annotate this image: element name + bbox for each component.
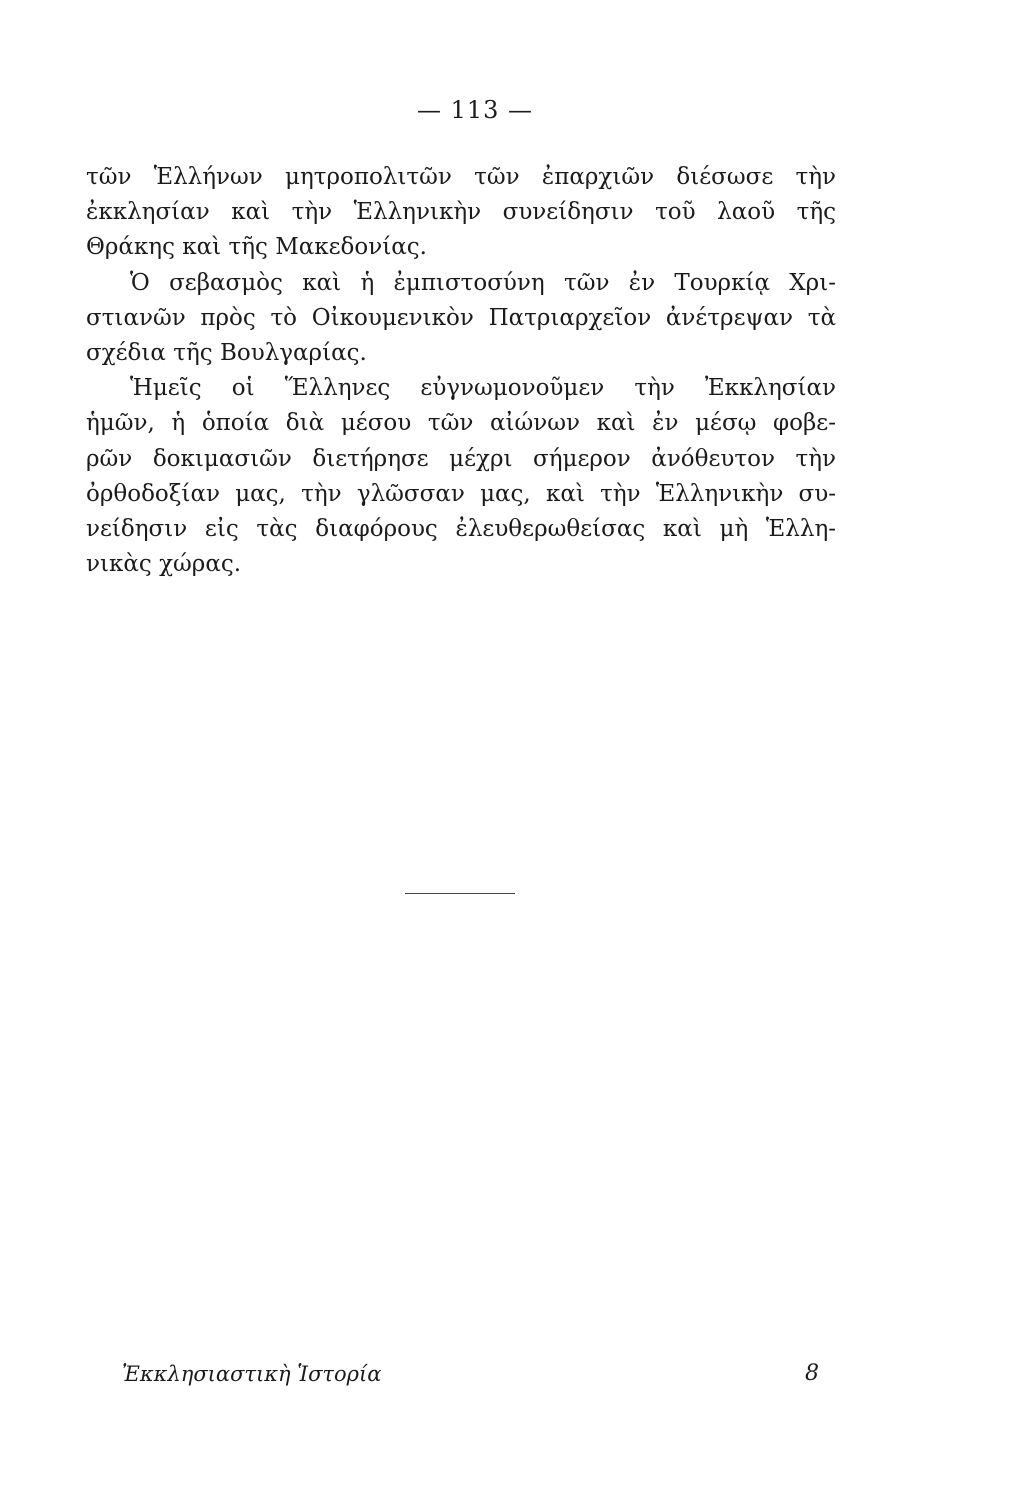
text-line: Θράκης καὶ τῆς Μακεδονίας.: [86, 234, 427, 261]
paragraph: [86, 160, 836, 266]
text-line: νείδησιν εἰς τὰς διαφόρους ἐλευθερωθείσας καὶ μὴ Ἑλλη-: [86, 515, 836, 542]
footer-book-title: Ἐκκλησιαστικὴ Ἱστορία: [122, 1362, 382, 1386]
paragraph: [86, 266, 836, 372]
page-number: — 113 —: [416, 96, 534, 124]
body-text: [86, 160, 836, 582]
text-line: στιανῶν πρὸς τὸ Οἰκουμενικὸν Πατριαρχεῖον ἀνέτρεψαν τὰ: [86, 304, 836, 331]
text-line: νικὰς χώρας.: [86, 551, 242, 578]
text-line: ἡμῶν, ἡ ὁποία διὰ μέσου τῶν αἰώνων καὶ ἐν μέσῳ φοβε-: [86, 410, 836, 437]
text-line: σχέδια τῆς Βουλγαρίας.: [86, 339, 367, 366]
text-line: τῶν Ἑλλήνων μητροπολιτῶν τῶν ἐπαρχιῶν διέσωσε τὴν: [86, 164, 836, 190]
text-line: Ὁ σεβασμὸς καὶ ἡ ἐμπιστοσύνη τῶν ἐν Τουρκίᾳ Χρι-: [130, 269, 836, 296]
text-line: Ἡμεῖς οἱ Ἕλληνες εὐγνωμονοῦμεν τὴν Ἐκκλησίαν: [130, 375, 836, 402]
signature-mark: 8: [805, 1361, 819, 1386]
text-line: ρῶν δοκιμασιῶν διετήρησε μέχρι σήμερον ἀνόθευτον τὴν: [86, 445, 836, 472]
text-line: ὀρθοδοξίαν μας, τὴν γλῶσσαν μας, καὶ τὴν Ἑλληνικὴν συ-: [86, 480, 836, 507]
section-divider: [405, 893, 515, 894]
text-line: ἐκκλησίαν καὶ τὴν Ἑλληνικὴν συνείδησιν τοῦ λαοῦ τῆς: [86, 199, 836, 226]
paragraph: [86, 371, 836, 582]
